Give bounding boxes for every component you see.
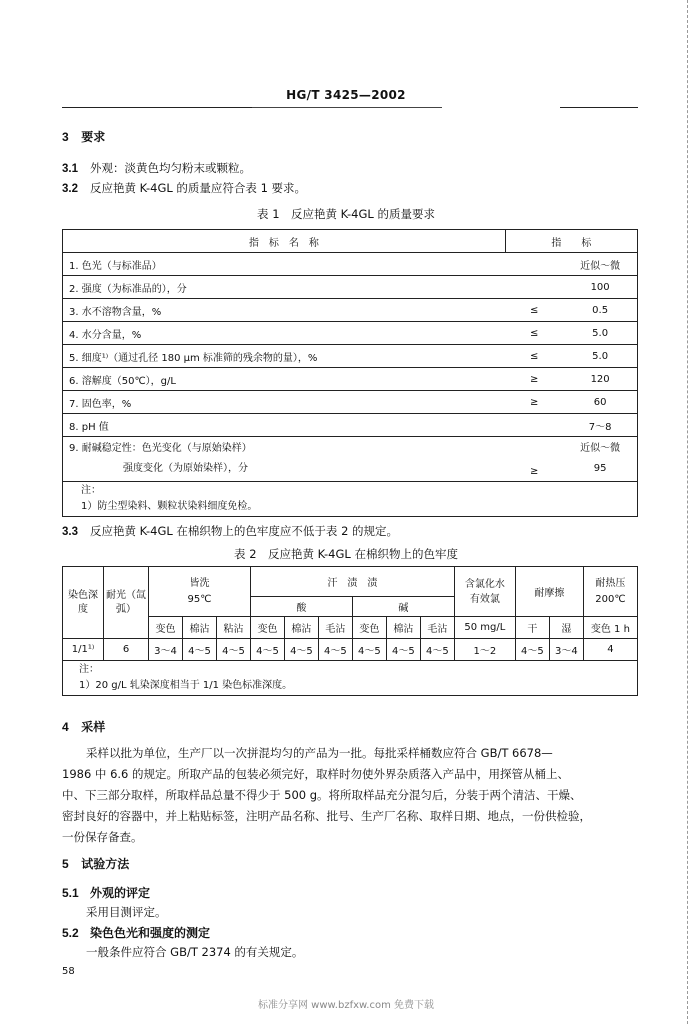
table-2-cell: 1/1¹⁾: [63, 639, 104, 661]
table-2-cell: 4～5: [515, 639, 549, 661]
table-1-header-name: 指 标 名 称: [63, 230, 506, 253]
table-1-cell-value: 5.0: [563, 345, 637, 368]
table-2-header-wash-temp: 95℃: [187, 593, 212, 605]
table-2-header-alkali: 碱: [352, 597, 454, 617]
table-row: [63, 437, 638, 482]
table-2-header-heat-label: 耐热压: [595, 577, 626, 589]
header-rule-middle: [252, 107, 442, 108]
clause-5-1-heading: 5.1 外观的评定: [62, 886, 151, 900]
table-1-cell-value: 近似～微: [563, 253, 637, 276]
table-1-cell-sym: ≥: [505, 437, 563, 482]
section-4-line: 1986 中 6.6 的规定。所取产品的包装必须完好，取样时勿使外界杂质落入产品中，用探管从桶上、: [62, 767, 570, 781]
table-2-header-wash-label: 皆洗: [189, 577, 210, 589]
table-1-header-value: 指 标: [505, 230, 637, 253]
table-2-header-heat-temp: 200℃: [595, 593, 626, 605]
table-1-cell-sym: ≤: [505, 322, 563, 345]
table-row: [63, 639, 638, 661]
table-1-cell-value: 7～8: [563, 414, 637, 437]
table-1-cell-name: 6. 溶解度（50℃），g/L: [63, 368, 506, 391]
table-2-cell: 4～5: [216, 639, 250, 661]
footer-watermark: 标准分享网 www.bzfxw.com 免费下载: [258, 1000, 434, 1011]
table-2-cell: 4～5: [284, 639, 318, 661]
table-1-cell-name: 7. 固色率，%: [63, 391, 506, 414]
page-number: 58: [62, 966, 75, 977]
table-2-header-sweat: 汗 渍 渍: [250, 567, 454, 597]
table-1-cell-name: 5. 细度¹⁾（通过孔径 180 μm 标准筛的残余物的量），%: [63, 345, 506, 368]
table-2-header-chlorine: [454, 567, 515, 617]
table-2-header-chlorine-3: 50 mg/L: [454, 617, 515, 639]
table-2-note-label: 注：: [79, 664, 99, 675]
table-1-cell-name: 1. 色光（与标准品）: [63, 253, 506, 276]
table-1-cell-sym: ≤: [505, 299, 563, 322]
table-2-sub-header: 变色: [250, 617, 284, 639]
table-1-cell-name: 2. 强度（为标准品的），分: [63, 276, 506, 299]
table-2-sub-header: 变色: [149, 617, 183, 639]
table-1-header-row: [63, 230, 638, 253]
section-4-line: 采样以批为单位，生产厂以一次拼混均匀的产品为一批。每批采样桶数应符合 GB/T 6678—: [86, 746, 553, 760]
table-1-row9-line1: 9. 耐碱稳定性：色光变化（与原始染样）: [69, 443, 252, 454]
table-1-cell-sym: [505, 253, 563, 276]
table-1-cell-sym: ≥: [505, 368, 563, 391]
section-3-heading: 3 要求: [62, 130, 106, 144]
table-1-caption: 表 1 反应艳黄 K-4GL 的质量要求: [257, 207, 435, 221]
table-row: [63, 391, 638, 414]
table-2-cell: 6: [104, 639, 149, 661]
table-1-row9-value2: 95: [593, 463, 607, 474]
clause-3-2: 3.2 反应艳黄 K-4GL 的质量应符合表 1 要求。: [62, 181, 307, 195]
table-2-caption: 表 2 反应艳黄 K-4GL 在棉织物上的色牢度: [234, 547, 458, 561]
table-1-cell-value: 120: [563, 368, 637, 391]
table-1-cell-name: 3. 水不溶物含量，%: [63, 299, 506, 322]
table-2-sub-header: 湿: [549, 617, 583, 639]
table-2-sub-header: 干: [515, 617, 549, 639]
table-row: [63, 253, 638, 276]
table-2-sub-header: 变色 1 h: [583, 617, 637, 639]
table-1-cell-name: [63, 437, 506, 482]
table-1-note-label: 注：: [81, 485, 101, 496]
table-2-sub-header: 毛沾: [420, 617, 454, 639]
table-2-sub-header: 变色: [352, 617, 386, 639]
table-1: [62, 229, 638, 517]
table-2-header-light: 耐光（氙弧）: [104, 567, 149, 639]
table-1-cell-sym: ≤: [505, 345, 563, 368]
table-1-note-row: [63, 482, 638, 517]
section-4-line: 中、下三部分取样，所取样品总量不得少于 500 g。将所取样品充分混匀后，分装于两个清洁、干燥、: [62, 788, 582, 802]
table-1-note-text: 1）防尘型染料、颗粒状染料细度免检。: [81, 501, 258, 512]
table-1-row9-value1: 近似～微: [580, 443, 621, 454]
table-2-header-heat: [583, 567, 637, 617]
table-2-note: [63, 661, 638, 696]
header-rule-right: [560, 107, 638, 108]
table-2-note-text: 1）20 g/L 轧染深度相当于 1/1 染色标准深度。: [79, 680, 293, 691]
table-2-cell: 4～5: [420, 639, 454, 661]
table-2-sub-header: 棉沾: [284, 617, 318, 639]
table-1-cell-name: 4. 水分含量，%: [63, 322, 506, 345]
section-5-heading: 5 试验方法: [62, 857, 130, 871]
table-1-note: [63, 482, 638, 517]
table-2-cell: 4～5: [250, 639, 284, 661]
table-1-cell-sym: ≥: [505, 391, 563, 414]
table-row: [63, 368, 638, 391]
section-4-heading: 4 采样: [62, 720, 106, 734]
table-2-header-chlorine-1: 含氯化水: [464, 578, 505, 590]
table-1-cell-value: 60: [563, 391, 637, 414]
table-2-header-wash: [149, 567, 251, 617]
table-2-header-row-1: [63, 567, 638, 597]
table-2-cell: 4～5: [318, 639, 352, 661]
clause-3-3: 3.3 反应艳黄 K-4GL 在棉织物上的色牢度应不低于表 2 的规定。: [62, 524, 399, 538]
table-1-cell-value: 5.0: [563, 322, 637, 345]
table-2-cell: 4: [583, 639, 637, 661]
clause-5-2-text: 一般条件应符合 GB/T 2374 的有关规定。: [86, 945, 304, 959]
table-row: [63, 345, 638, 368]
table-2-header-chlorine-2: 有效氯: [469, 593, 500, 605]
table-2-note-row: [63, 661, 638, 696]
table-1-cell-name: 8. pH 值: [63, 414, 506, 437]
table-2-sub-header: 毛沾: [318, 617, 352, 639]
table-2-header-row-3: [63, 617, 638, 639]
table-2-header-depth: 染色深度: [63, 567, 104, 639]
header-rule-left: [62, 107, 252, 108]
table-2: [62, 566, 638, 696]
table-2-sub-header: 棉沾: [386, 617, 420, 639]
table-2-header-acid: 酸: [250, 597, 352, 617]
section-4-body: [62, 743, 642, 848]
table-2-cell: 4～5: [182, 639, 216, 661]
table-1-cell-sym: [505, 276, 563, 299]
table-1-cell-sym: [505, 414, 563, 437]
table-row: [63, 414, 638, 437]
page-header-code: HG/T 3425—2002: [286, 88, 406, 102]
table-row: [63, 322, 638, 345]
table-2-sub-header: 棉沾: [182, 617, 216, 639]
section-4-line: 一份保存备查。: [62, 830, 143, 844]
section-4-line: 密封良好的容器中，并上粘贴标签，注明产品名称、批号、生产厂名称、取样日期、地点，一份供检验，: [62, 809, 591, 823]
table-row: [63, 276, 638, 299]
table-2-sub-header: 粘沾: [216, 617, 250, 639]
table-2-cell: 1～2: [454, 639, 515, 661]
table-2-cell: 3～4: [149, 639, 183, 661]
clause-5-1-text: 采用目测评定。: [86, 905, 167, 919]
table-1-cell-value: 0.5: [563, 299, 637, 322]
table-row: [63, 299, 638, 322]
clause-5-2-heading: 5.2 染色色光和强度的测定: [62, 926, 211, 940]
table-1-cell-value: [563, 437, 637, 482]
table-2-header-rub: 耐摩擦: [515, 567, 583, 617]
table-2-cell: 3～4: [549, 639, 583, 661]
table-2-cell: 4～5: [352, 639, 386, 661]
clause-3-1: 3.1 外观：淡黄色均匀粉末或颗粒。: [62, 161, 251, 175]
table-2-cell: 4～5: [386, 639, 420, 661]
table-1-row9-line2: 强度变化（为原始染样），分: [123, 463, 248, 474]
table-1-cell-value: 100: [563, 276, 637, 299]
binding-edge-line: [687, 0, 688, 1024]
